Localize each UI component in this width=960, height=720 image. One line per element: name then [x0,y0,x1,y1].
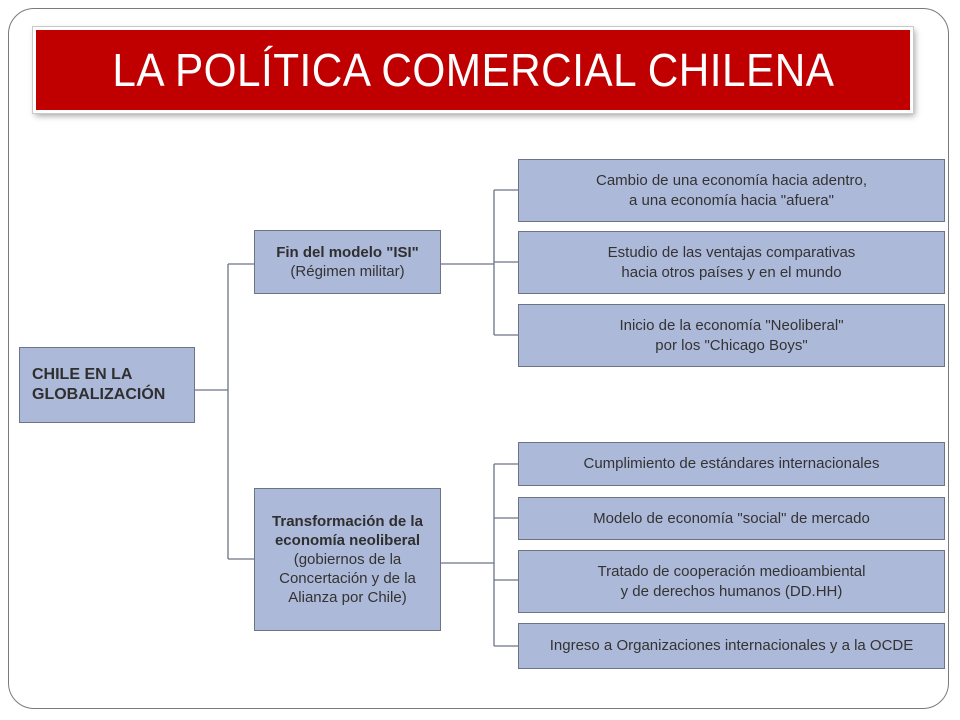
leaf-text: a una economía hacia "afuera" [629,191,834,209]
branch-heading: Fin del modelo "ISI" [276,243,419,261]
leaf-text: Tratado de cooperación medioambiental [597,563,866,581]
leaf-text: Ingreso a Organizaciones internacionales y a la OCDE [549,637,914,655]
branch-sub: Alianza por Chile) [288,589,407,607]
root-line2: GLOBALIZACIÓN [32,386,166,403]
leaf-text: hacia otros países y en el mundo [621,263,842,281]
branch-sub: (gobiernos de la [293,550,402,568]
leaf-text: Cambio de una economía hacia adentro, [595,172,867,190]
leaf-node [518,231,945,294]
leaf-text: por los "Chicago Boys" [655,336,808,354]
leaf-text: Estudio de las ventajas comparativas [607,244,856,262]
leaf-text: Cumplimiento de estándares internacionales [583,455,880,473]
leaf-node [518,550,945,613]
branch-sub: (Régimen militar) [290,263,405,280]
leaf-node [518,442,945,486]
branch-node-isi [254,230,441,294]
leaf-node [518,623,945,669]
leaf-text: y de derechos humanos (DD.HH) [620,582,843,600]
root-line1: CHILE EN LA [32,365,133,383]
leaf-text: Modelo de economía "social" de mercado [593,509,870,527]
branch-sub: Concertación y de la [279,570,416,588]
branch-heading: economía neoliberal [274,531,421,549]
branch-heading: Transformación de la [272,512,423,530]
leaf-node [518,497,945,540]
slide-title: LA POLÍTICA COMERCIAL CHILENA [111,44,835,96]
leaf-text: Inicio de la economía "Neoliberal" [619,317,844,335]
branch-node-neoliberal [254,488,441,631]
root-node [19,347,195,423]
leaf-node [518,304,945,367]
leaf-node [518,159,945,222]
